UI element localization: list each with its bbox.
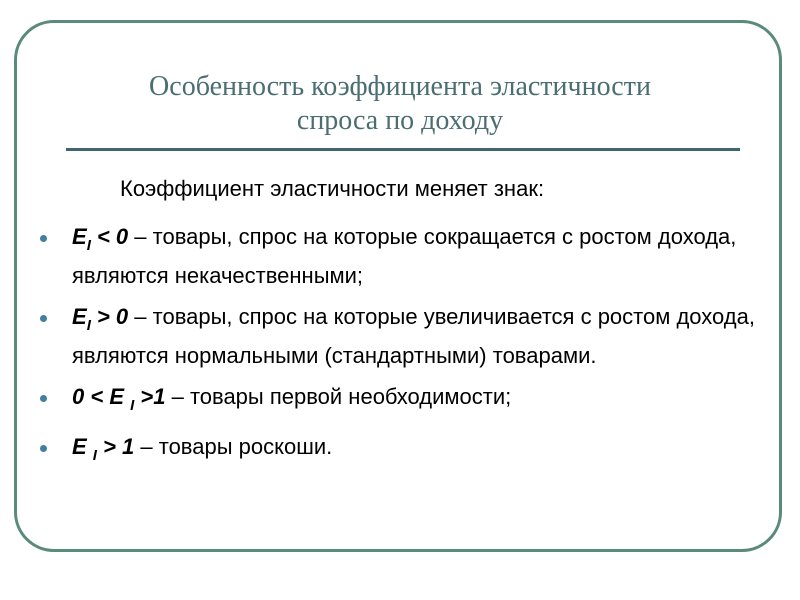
formula-subscript: I [86,237,91,254]
list-item [36,382,766,421]
formula-symbol: E [72,434,93,459]
title-divider [66,148,740,151]
subtitle: Коэффициент эластичности меняет знак: [120,176,545,201]
formula-condition: >1 [134,384,166,409]
bullet-text: – товары, спрос на которые сокращается с ростом дохода, являются некачественными; [72,224,737,288]
bullet-icon [40,445,47,452]
bullet-icon [40,315,47,322]
formula-subscript: I [130,397,135,414]
formula-symbol: E [109,384,131,409]
formula-prefix: 0 < [72,384,110,409]
bullet-text: – товары первой необходимости; [165,384,512,409]
bullet-icon [40,395,47,402]
slide-title [40,70,760,138]
bullet-list [36,222,766,482]
formula-condition: < 0 [90,224,129,249]
bullet-text: – товары роскоши. [134,434,333,459]
formula-condition: > 1 [96,434,135,459]
list-item [36,302,766,371]
title-line-2: спроса по доходу [296,105,504,136]
bullet-text: – товары, спрос на которые увеличивается с ростом дохода, являются нормальными (стандартными) товарами. [72,304,755,368]
list-item [36,222,766,291]
formula-condition: > 0 [90,304,129,329]
list-item [36,432,766,471]
bullet-icon [40,235,47,242]
formula-subscript: I [86,317,91,334]
title-line-1: Особенность коэффициента эластичности [149,71,651,102]
formula-subscript: I [92,447,97,464]
formula-symbol: E [72,304,87,329]
formula-symbol: E [72,224,87,249]
